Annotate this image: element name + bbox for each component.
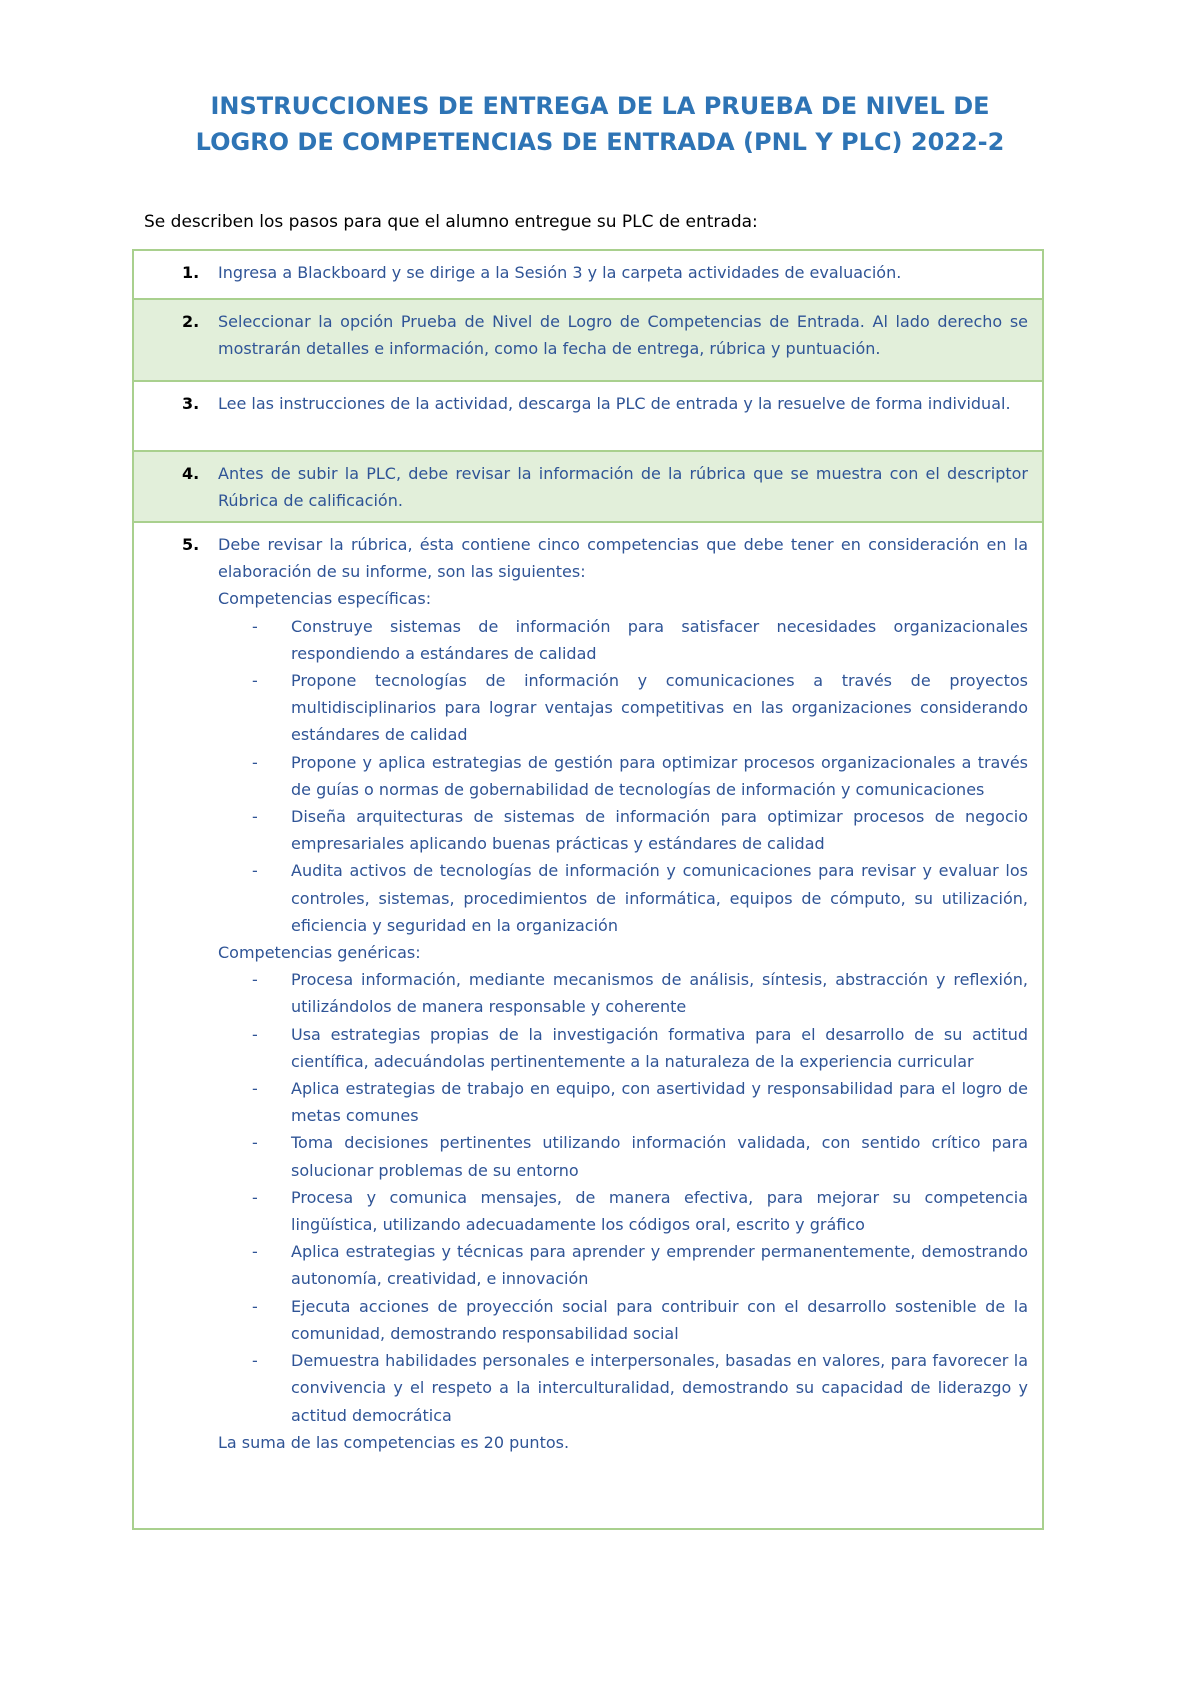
closing-text: La suma de las competencias es 20 puntos. bbox=[218, 1432, 570, 1452]
step-row-2 bbox=[134, 298, 1042, 380]
list-item bbox=[218, 1347, 1028, 1429]
competency-text: Audita activos de tecnologías de información y comunicaciones para revisar y evaluar los controles, sistemas, procedimientos de informática, equipos de cómputo, su utilización, eficiencia y seguridad en la organización bbox=[291, 861, 1028, 935]
list-item bbox=[218, 1129, 1028, 1183]
title-line-2: LOGRO DE COMPETENCIAS DE ENTRADA (PNL Y PLC) 2022-2 bbox=[195, 128, 1005, 156]
list-item bbox=[218, 1238, 1028, 1292]
list-item bbox=[218, 613, 1028, 667]
step-row-1 bbox=[134, 251, 1042, 298]
specific-competencies-list bbox=[218, 613, 1028, 939]
list-item bbox=[218, 749, 1028, 803]
steps-table bbox=[132, 249, 1044, 1530]
step-content bbox=[218, 531, 1028, 1456]
list-item bbox=[218, 966, 1028, 1020]
dash-bullet: - bbox=[252, 970, 258, 990]
competency-text: Propone y aplica estrategias de gestión para optimizar procesos organizacionales a través de guías o normas de gobernabilidad de tecnologías de información y comunicaciones bbox=[291, 752, 1028, 799]
intro-text: Se describen los pasos para que el alumno entregue su PLC de entrada: bbox=[144, 212, 758, 232]
step-row-5 bbox=[134, 521, 1042, 1528]
dash-bullet: - bbox=[252, 752, 258, 772]
dash-bullet: - bbox=[252, 1351, 258, 1371]
step-text: Debe revisar la rúbrica, ésta contiene cinco competencias que debe tener en consideración en la elaboración de su informe, son las siguientes: bbox=[218, 535, 1028, 582]
step-text: Ingresa a Blackboard y se dirige a la Sesión 3 y la carpeta actividades de evaluación. bbox=[218, 263, 902, 282]
list-item bbox=[218, 667, 1028, 749]
generic-competencies-list bbox=[218, 966, 1028, 1428]
dash-bullet: - bbox=[252, 1133, 258, 1153]
list-item bbox=[218, 1021, 1028, 1075]
list-item bbox=[218, 857, 1028, 939]
step-text: Lee las instrucciones de la actividad, descarga la PLC de entrada y la resuelve de forma individual. bbox=[218, 394, 1011, 413]
step-number: 1. bbox=[182, 263, 200, 282]
generic-competencies-heading: Competencias genéricas: bbox=[218, 943, 421, 963]
dash-bullet: - bbox=[252, 671, 258, 691]
competency-text: Toma decisiones pertinentes utilizando información validada, con sentido crítico para solucionar problemas de su entorno bbox=[291, 1133, 1028, 1180]
dash-bullet: - bbox=[252, 1296, 258, 1316]
competency-text: Construye sistemas de información para satisfacer necesidades organizacionales respondiendo a estándares de calidad bbox=[291, 616, 1028, 663]
dash-bullet: - bbox=[252, 1079, 258, 1099]
title-line-1: INSTRUCCIONES DE ENTREGA DE LA PRUEBA DE NIVEL DE bbox=[210, 92, 990, 120]
competency-text: Usa estrategias propias de la investigación formativa para el desarrollo de su actitud científica, adecuándolas pertinentemente a la naturaleza de la experiencia curricular bbox=[291, 1024, 1028, 1071]
document-title bbox=[0, 88, 1200, 160]
list-item bbox=[218, 803, 1028, 857]
step-number: 2. bbox=[182, 312, 200, 331]
step-row-4 bbox=[134, 450, 1042, 521]
competency-text: Demuestra habilidades personales e interpersonales, basadas en valores, para favorecer la convivencia y el respeto a la interculturalidad, demostrando su capacidad de liderazgo y actitud democrática bbox=[291, 1351, 1028, 1425]
step-number: 3. bbox=[182, 394, 200, 413]
dash-bullet: - bbox=[252, 861, 258, 881]
list-item bbox=[218, 1293, 1028, 1347]
competency-text: Ejecuta acciones de proyección social para contribuir con el desarrollo sostenible de la comunidad, demostrando responsabilidad social bbox=[291, 1296, 1028, 1343]
step-text: Seleccionar la opción Prueba de Nivel de Logro de Competencias de Entrada. Al lado derecho se mostrarán detalles e información, como la fecha de entrega, rúbrica y puntuación. bbox=[218, 312, 1028, 359]
specific-competencies-heading: Competencias específicas: bbox=[218, 589, 432, 609]
step-number: 4. bbox=[182, 464, 200, 483]
competency-text: Aplica estrategias de trabajo en equipo, con asertividad y responsabilidad para el logro de metas comunes bbox=[291, 1079, 1028, 1126]
step-row-3 bbox=[134, 380, 1042, 450]
dash-bullet: - bbox=[252, 616, 258, 636]
competency-text: Diseña arquitecturas de sistemas de información para optimizar procesos de negocio empresariales aplicando buenas prácticas y estándares de calidad bbox=[291, 807, 1028, 854]
competency-text: Procesa y comunica mensajes, de manera efectiva, para mejorar su competencia lingüística, utilizando adecuadamente los códigos oral, escrito y gráfico bbox=[291, 1187, 1028, 1235]
dash-bullet: - bbox=[252, 807, 258, 827]
dash-bullet: - bbox=[252, 1187, 258, 1207]
competency-text: Procesa información, mediante mecanismos de análisis, síntesis, abstracción y reflexión, utilizándolos de manera responsable y coherente bbox=[291, 970, 1028, 1017]
list-item bbox=[218, 1075, 1028, 1129]
dash-bullet: - bbox=[252, 1242, 258, 1262]
list-item bbox=[218, 1184, 1028, 1238]
competency-text: Propone tecnologías de información y comunicaciones a través de proyectos multidisciplinarios para lograr ventajas competitivas en las organizaciones considerando estándares de calidad bbox=[291, 671, 1028, 745]
step-text: Antes de subir la PLC, debe revisar la información de la rúbrica que se muestra con el descriptor Rúbrica de calificación. bbox=[218, 464, 1028, 511]
step-number: 5. bbox=[182, 535, 200, 554]
competency-text: Aplica estrategias y técnicas para aprender y emprender permanentemente, demostrando autonomía, creatividad, e innovación bbox=[291, 1242, 1028, 1289]
dash-bullet: - bbox=[252, 1024, 258, 1044]
